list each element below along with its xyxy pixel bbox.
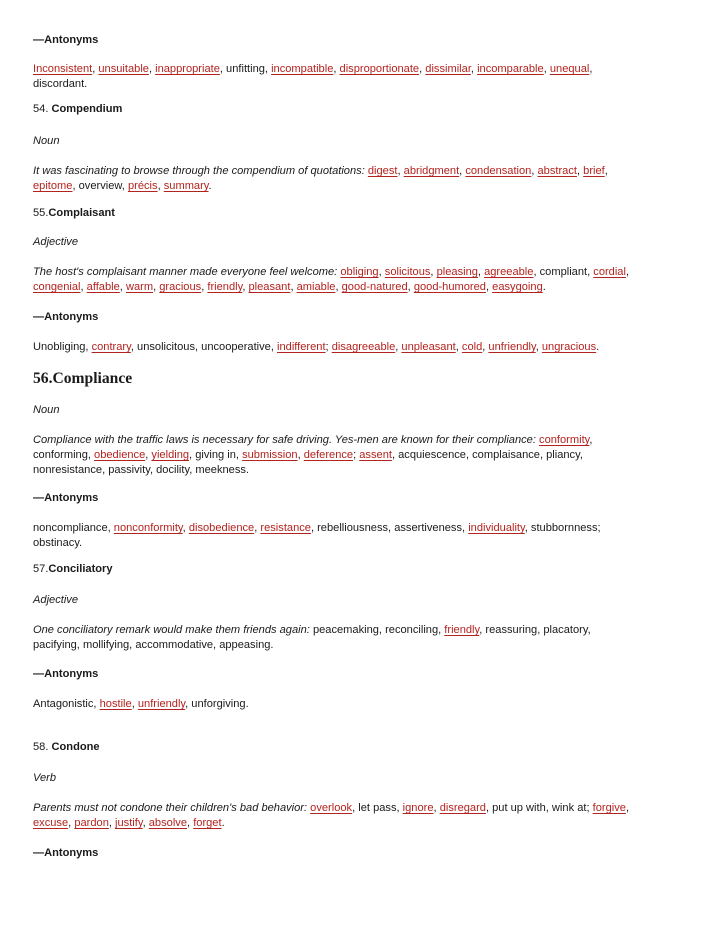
plain-text: , put up with, wink at;: [485, 802, 593, 814]
plain-text: conforming,: [33, 449, 95, 461]
synonym-link[interactable]: précis: [127, 180, 158, 192]
word-list: [33, 62, 683, 92]
synonym-link[interactable]: nonconformity: [113, 522, 183, 534]
plain-text: ,: [433, 802, 440, 814]
plain-text: ,: [297, 449, 304, 461]
word-list: [33, 340, 683, 355]
synonym-link[interactable]: abridgment: [403, 165, 460, 177]
synonym-link[interactable]: summary: [163, 180, 209, 192]
entry-number: 54.: [33, 103, 52, 115]
plain-text: ,: [378, 266, 385, 278]
synonym-link[interactable]: forgive: [592, 802, 626, 814]
synonym-link[interactable]: unsuitable: [98, 63, 149, 75]
example-sentence: [33, 433, 683, 478]
synonym-link[interactable]: cordial: [593, 266, 626, 278]
plain-text: ,: [242, 281, 249, 293]
antonyms-label: —Antonyms: [33, 847, 99, 859]
synonym-link[interactable]: cold: [461, 341, 483, 353]
synonym-link[interactable]: excuse: [33, 817, 69, 829]
entry-heading: [33, 562, 113, 577]
plain-text: nonresistance, passivity, docility, meekness.: [33, 464, 250, 476]
plain-text: ,: [333, 63, 340, 75]
plain-text: .: [542, 281, 546, 293]
plain-text: ,: [142, 817, 149, 829]
synonym-link[interactable]: friendly: [207, 281, 243, 293]
plain-text: ,: [131, 698, 138, 710]
plain-text: ,: [543, 63, 550, 75]
part-of-speech: Adjective: [33, 236, 79, 248]
antonyms-label: —Antonyms: [33, 492, 99, 504]
synonym-link[interactable]: ignore: [402, 802, 434, 814]
synonym-link[interactable]: individuality: [468, 522, 525, 534]
plain-text: ,: [395, 341, 402, 353]
plain-text: , let pass,: [352, 802, 403, 814]
antonyms-label: —Antonyms: [33, 311, 99, 323]
example-text: The host's complaisant manner made everyone feel welcome:: [33, 266, 338, 278]
plain-text: ,: [187, 817, 194, 829]
entry-word: Complaisant: [48, 207, 115, 219]
plain-text: ,: [419, 63, 426, 75]
plain-text: ,: [182, 522, 189, 534]
example-sentence: [33, 801, 683, 831]
plain-text: ,: [589, 434, 593, 446]
plain-text: ,: [470, 63, 478, 75]
synonym-link[interactable]: solicitous: [384, 266, 431, 278]
plain-text: Antagonistic,: [33, 698, 100, 710]
plain-text: ,: [482, 341, 489, 353]
plain-text: ,: [535, 341, 542, 353]
plain-text: ,: [68, 817, 75, 829]
synonym-link[interactable]: obliging: [340, 266, 379, 278]
synonym-link[interactable]: easygoing: [492, 281, 543, 293]
synonym-link[interactable]: incomparable: [477, 63, 544, 75]
plain-text: .: [596, 341, 600, 353]
plain-text: ,: [531, 165, 538, 177]
entry-number: 57.: [33, 563, 49, 575]
word-list: [33, 521, 683, 551]
plain-text: ,: [153, 281, 160, 293]
entry-heading: [33, 206, 115, 221]
entry-heading: [33, 102, 122, 117]
example-text: Compliance with the traffic laws is necessary for safe driving. Yes-men are known for their compliance:: [33, 434, 536, 446]
plain-text: ;: [353, 449, 360, 461]
plain-text: ,: [80, 281, 87, 293]
plain-text: ,: [589, 63, 593, 75]
part-of-speech: Verb: [33, 772, 57, 784]
example-text: Parents must not condone their children's bad behavior:: [33, 802, 308, 814]
synonym-link[interactable]: pardon: [74, 817, 109, 829]
antonyms-label: —Antonyms: [33, 34, 99, 46]
synonym-link[interactable]: condensation: [465, 165, 532, 177]
plain-text: ,: [201, 281, 208, 293]
synonym-link[interactable]: resistance: [260, 522, 311, 534]
synonym-link[interactable]: friendly: [444, 624, 480, 636]
plain-text: ,: [148, 63, 156, 75]
plain-text: , unforgiving.: [185, 698, 249, 710]
synonym-link[interactable]: unpleasant: [401, 341, 456, 353]
synonym-link[interactable]: conformity: [539, 434, 590, 446]
plain-text: , reassuring, placatory,: [479, 624, 591, 636]
plain-text: Unobliging,: [33, 341, 92, 353]
plain-text: ,: [604, 165, 608, 177]
synonym-link[interactable]: brief: [583, 165, 605, 177]
plain-text: ,: [254, 522, 261, 534]
plain-text: .: [221, 817, 225, 829]
plain-text: ,: [119, 281, 126, 293]
synonym-link[interactable]: good-natured: [341, 281, 408, 293]
entry-word: Compendium: [51, 103, 123, 115]
synonym-link[interactable]: pleasant: [248, 281, 291, 293]
synonym-link[interactable]: Inconsistent: [33, 63, 93, 75]
synonym-link[interactable]: absolve: [148, 817, 188, 829]
plain-text: ,: [407, 281, 414, 293]
plain-text: ,: [625, 266, 630, 278]
part-of-speech: Noun: [33, 404, 60, 416]
synonym-link[interactable]: assent: [359, 449, 392, 461]
plain-text: , giving in,: [189, 449, 243, 461]
plain-text: .: [208, 180, 212, 192]
synonym-link[interactable]: epitome: [33, 180, 73, 192]
entry-word: Conciliatory: [48, 563, 113, 575]
plain-text: ,: [92, 63, 99, 75]
example-text: One conciliatory remark would make them friends again:: [33, 624, 310, 636]
plain-text: ;: [325, 341, 332, 353]
plain-text: pacifying, mollifying, accommodative, appeasing.: [33, 639, 274, 651]
synonym-link[interactable]: hostile: [99, 698, 132, 710]
plain-text: , unfitting,: [219, 63, 272, 75]
synonym-link[interactable]: overlook: [310, 802, 353, 814]
synonym-link[interactable]: yielding: [151, 449, 190, 461]
plain-text: , stubbornness;: [524, 522, 601, 534]
plain-text: ,: [335, 281, 342, 293]
plain-text: , overview,: [72, 180, 128, 192]
synonym-link[interactable]: unequal: [549, 63, 590, 75]
plain-text: ,: [290, 281, 297, 293]
entry-heading: 56.Compliance: [33, 370, 133, 387]
synonym-link[interactable]: ungracious: [541, 341, 597, 353]
synonym-link[interactable]: affable: [86, 281, 120, 293]
plain-text: ,: [397, 165, 404, 177]
synonym-link[interactable]: disagreeable: [331, 341, 396, 353]
synonym-link[interactable]: warm: [125, 281, 154, 293]
plain-text: ,: [157, 180, 164, 192]
entry-word: Condone: [51, 741, 100, 753]
plain-text: ,: [108, 817, 116, 829]
synonym-link[interactable]: pleasing: [436, 266, 478, 278]
synonym-link[interactable]: inappropriate: [155, 63, 220, 75]
synonym-link[interactable]: congenial: [33, 281, 81, 293]
plain-text: ,: [625, 802, 630, 814]
example-sentence: [33, 164, 683, 194]
plain-text: ,: [455, 341, 462, 353]
plain-text: ,: [576, 165, 584, 177]
plain-text: obstinacy.: [33, 537, 83, 549]
synonym-link[interactable]: disobedience: [188, 522, 255, 534]
entry-heading: [33, 740, 100, 755]
synonym-link[interactable]: unfriendly: [488, 341, 536, 353]
synonym-link[interactable]: unfriendly: [137, 698, 186, 710]
antonyms-label: —Antonyms: [33, 668, 99, 680]
synonym-link[interactable]: gracious: [159, 281, 202, 293]
plain-text: ,: [459, 165, 466, 177]
part-of-speech: Noun: [33, 135, 60, 147]
synonym-link[interactable]: obedience: [94, 449, 146, 461]
plain-text: peacemaking, reconciling,: [309, 624, 445, 636]
synonym-link[interactable]: dissimilar: [425, 63, 471, 75]
synonym-link[interactable]: agreeable: [484, 266, 534, 278]
word-list: [33, 697, 683, 712]
plain-text: ,: [430, 266, 437, 278]
plain-text: , compliant,: [533, 266, 594, 278]
synonym-link[interactable]: justify: [115, 817, 143, 829]
plain-text: ,: [477, 266, 485, 278]
synonym-link[interactable]: incompatible: [271, 63, 334, 75]
plain-text: , rebelliousness, assertiveness,: [310, 522, 469, 534]
synonym-link[interactable]: disproportionate: [339, 63, 420, 75]
synonym-link[interactable]: amiable: [296, 281, 336, 293]
plain-text: , unsolicitous, uncooperative,: [130, 341, 278, 353]
synonym-link[interactable]: digest: [367, 165, 398, 177]
part-of-speech: Adjective: [33, 594, 79, 606]
synonym-link[interactable]: good-humored: [413, 281, 486, 293]
synonym-link[interactable]: abstract: [537, 165, 577, 177]
example-sentence: [33, 623, 683, 653]
synonym-link[interactable]: submission: [242, 449, 298, 461]
plain-text: discordant.: [33, 78, 88, 90]
plain-text: noncompliance,: [33, 522, 114, 534]
entry-number: 58.: [33, 741, 52, 753]
plain-text: ,: [145, 449, 152, 461]
plain-text: , acquiescence, complaisance, pliancy,: [391, 449, 583, 461]
synonym-link[interactable]: disregard: [439, 802, 486, 814]
synonym-link[interactable]: deference: [303, 449, 354, 461]
synonym-link[interactable]: forget: [193, 817, 222, 829]
plain-text: ,: [485, 281, 493, 293]
synonym-link[interactable]: indifferent: [277, 341, 326, 353]
example-text: It was fascinating to browse through the compendium of quotations:: [33, 165, 365, 177]
example-sentence: [33, 265, 683, 295]
synonym-link[interactable]: contrary: [91, 341, 131, 353]
entry-number: 55.: [33, 207, 49, 219]
